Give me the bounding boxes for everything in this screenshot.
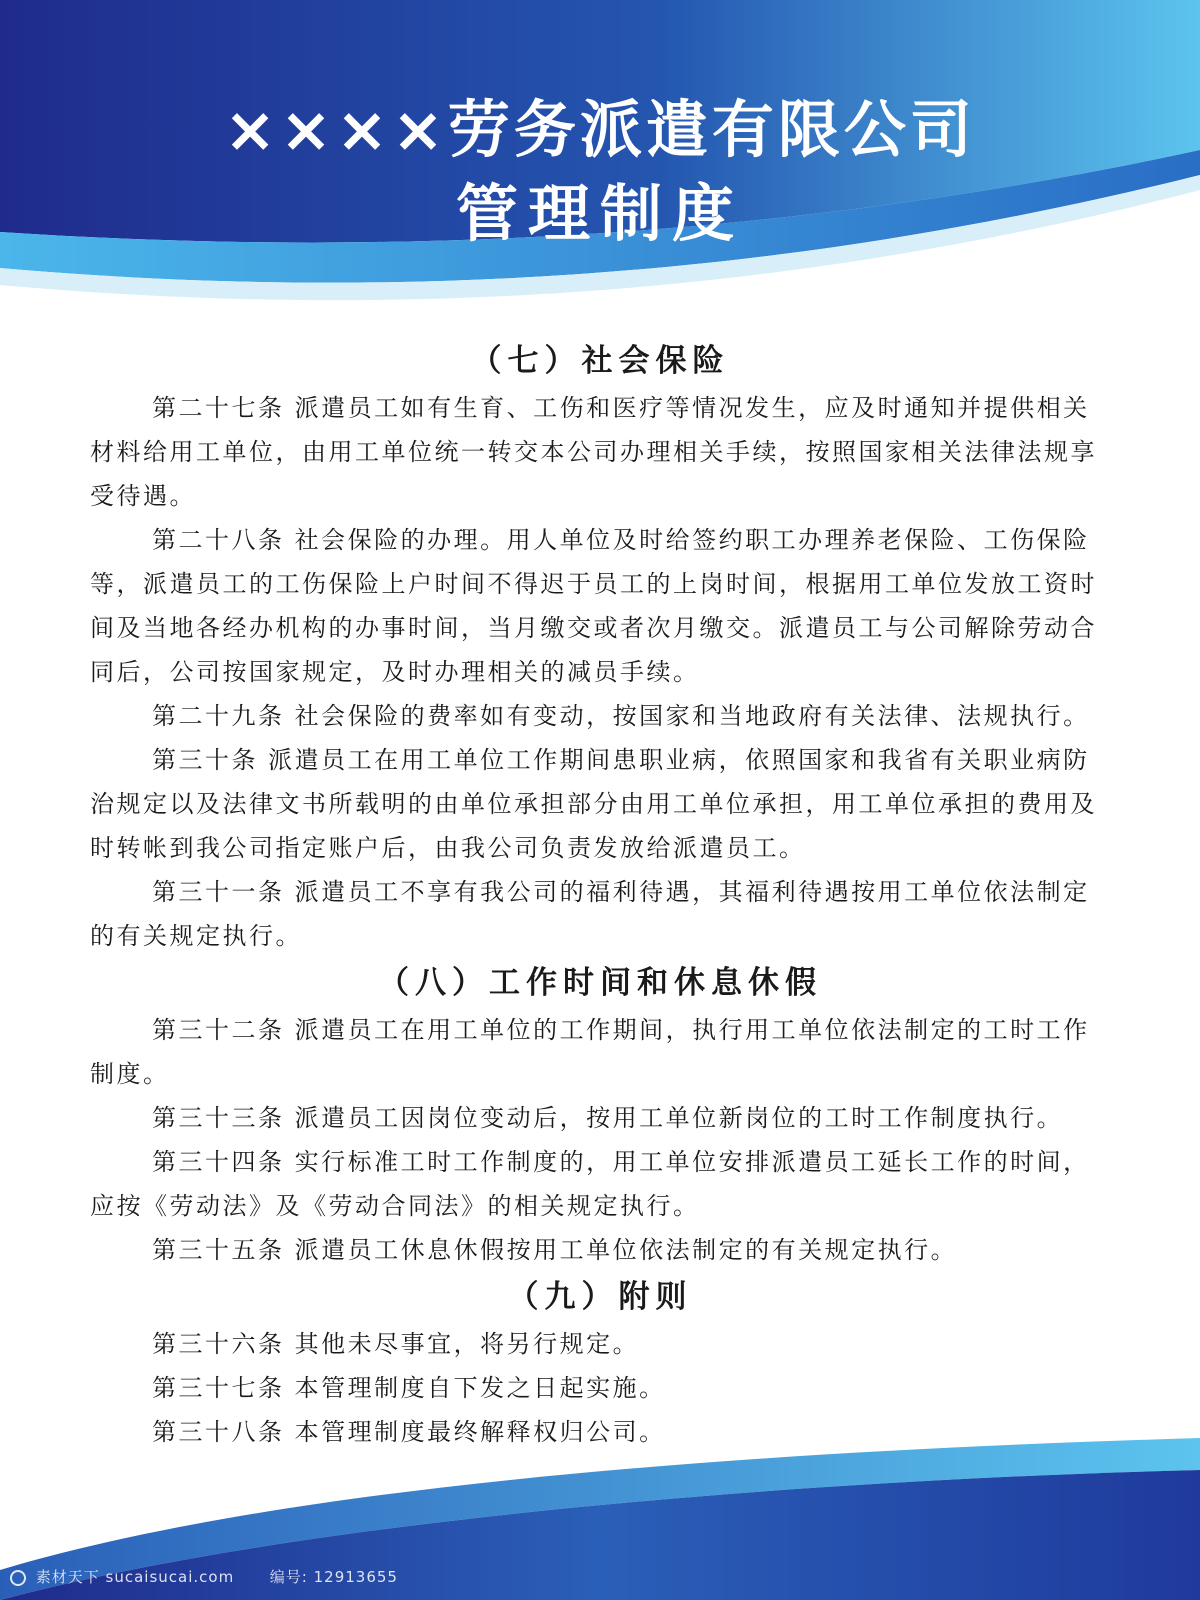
document-title: 管理制度 <box>455 177 744 250</box>
article-36: 第三十六条 其他未尽事宜，将另行规定。 <box>152 1330 640 1358</box>
article-30: 第三十条 派遣员工在用工单位工作期间患职业病，依照国家和我省有关职业病防治规定以及法律文书所载明的由单位承担部分由用工单位承担，用工单位承担的费用及时转帐到我公司指定账户后，由我公司负责发放给派遣员工。 <box>90 746 1097 862</box>
article-35: 第三十五条 派遣员工休息休假按用工单位依法制定的有关规定执行。 <box>152 1236 958 1264</box>
watermark-id-value: 12913655 <box>313 1568 398 1586</box>
document-body <box>90 336 1110 1454</box>
section-title: （七）社会保险 <box>470 343 730 379</box>
watermark-id-label: 编号: <box>269 1568 308 1586</box>
article-38: 第三十八条 本管理制度最终解释权归公司。 <box>152 1418 666 1446</box>
article-28: 第二十八条 社会保险的办理。用人单位及时给签约职工办理养老保险、工伤保险等，派遣员工的工伤保险上户时间不得迟于员工的上岗时间，根据用工单位发放工资时间及当地各经办机构的办事时间，当月缴交或者次月缴交。派遣员工与公司解除劳动合同后，公司按国家规定，及时办理相关的减员手续。 <box>90 526 1097 686</box>
watermark-logo-icon <box>10 1570 26 1586</box>
article-29: 第二十九条 社会保险的费率如有变动，按国家和当地政府有关法律、法规执行。 <box>152 702 1090 730</box>
section-working-hours <box>90 958 1110 1272</box>
article-33: 第三十三条 派遣员工因岗位变动后，按用工单位新岗位的工时工作制度执行。 <box>152 1104 1064 1132</box>
section-title: （八）工作时间和休息休假 <box>378 965 822 1001</box>
article-37: 第三十七条 本管理制度自下发之日起实施。 <box>152 1374 666 1402</box>
company-title: ××××劳务派遣有限公司 <box>224 93 976 166</box>
article-32: 第三十二条 派遣员工在用工单位的工作期间，执行用工单位依法制定的工时工作制度。 <box>90 1016 1090 1088</box>
article-27: 第二十七条 派遣员工如有生育、工伤和医疗等情况发生，应及时通知并提供相关材料给用工单位，由用工单位统一转交本公司办理相关手续，按照国家相关法律法规享受待遇。 <box>90 394 1097 510</box>
watermark <box>10 1566 398 1587</box>
article-31: 第三十一条 派遣员工不享有我公司的福利待遇，其福利待遇按用工单位依法制定的有关规定执行。 <box>90 878 1090 950</box>
watermark-site: 素材天下 sucaisucai.com <box>35 1568 235 1586</box>
page-title <box>0 88 1200 256</box>
section-title: （九）附则 <box>507 1279 693 1315</box>
section-social-insurance <box>90 336 1110 958</box>
article-34: 第三十四条 实行标准工时工作制度的，用工单位安排派遣员工延长工作的时间，应按《劳动法》及《劳动合同法》的相关规定执行。 <box>90 1148 1090 1220</box>
